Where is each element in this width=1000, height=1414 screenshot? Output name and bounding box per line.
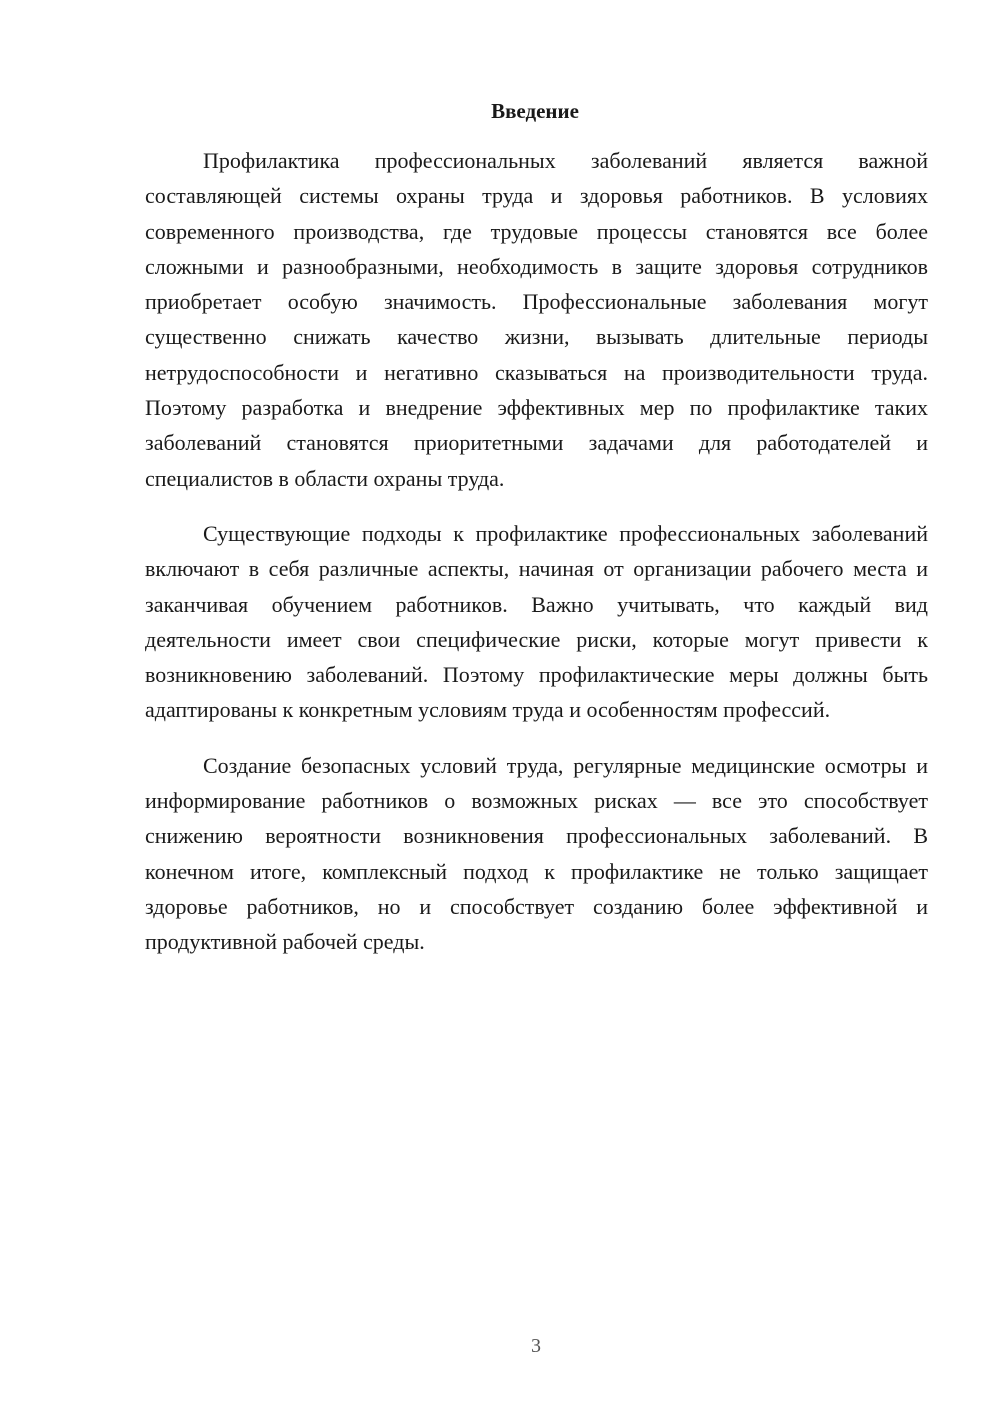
paragraph-3: Создание безопасных условий труда, регулярные медицинские осмотры и информирование работников о возможных рисках — все это способствует снижению вероятности возникновения профессиональных заболеваний. В конечном итоге, комплексный подход к профилактике не только защищает здоровье работников, но и способствует созданию более эффективной и продуктивной рабочей среды. xyxy=(145,752,928,955)
page-number: 3 xyxy=(531,1335,541,1357)
section-heading: Введение xyxy=(491,99,579,123)
body-text xyxy=(145,143,928,980)
paragraph-1: Профилактика профессиональных заболеваний является важной составляющей системы охраны труда и здоровья работников. В условиях современного производства, где трудовые процессы становятся все более сложными и разнообразными, необходимость в защите здоровья сотрудников приобретает особую значимость. Профессиональные заболевания могут существенно снижать качество жизни, вызывать длительные периоды нетрудоспособности и негативно сказываться на производительности труда. Поэтому разработка и внедрение эффективных мер по профилактике таких заболеваний становятся приоритетными задачами для работодателей и специалистов в области охраны труда. xyxy=(145,148,928,491)
paragraph-2: Существующие подходы к профилактике профессиональных заболеваний включают в себя различные аспекты, начиная от организации рабочего места и заканчивая обучением работников. Важно учитывать, что каждый вид деятельности имеет свои специфические риски, которые могут привести к возникновению заболеваний. Поэтому профилактические меры должны быть адаптированы к конкретным условиям труда и особенностям профессий. xyxy=(145,520,928,723)
